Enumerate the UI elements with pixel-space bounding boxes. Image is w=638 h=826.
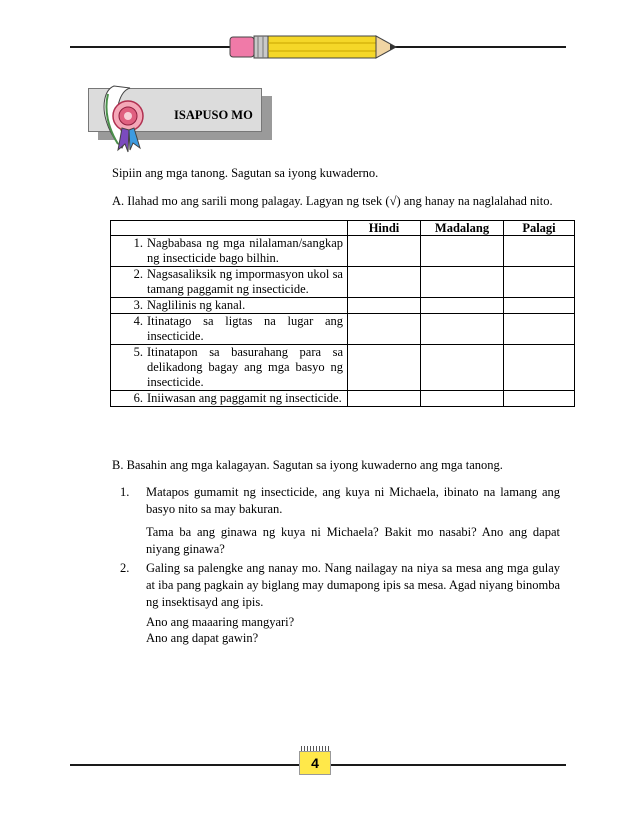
instructions: Sipiin ang mga tanong. Sagutan sa iyong kuwaderno. bbox=[112, 166, 379, 180]
table-row bbox=[111, 236, 575, 267]
table-row bbox=[111, 391, 575, 407]
item-text: Nagbabasa ng mga nilalaman/sangkap ng insecticide bago bilhin. bbox=[147, 236, 343, 265]
item-number: 5. bbox=[133, 345, 143, 359]
item-text: Iniiwasan ang paggamit ng insecticide. bbox=[147, 391, 342, 405]
section-a-heading: A. Ilahad mo ang sarili mong palagay. Lagyan ng tsek (√) ang hanay na naglalahad nito. bbox=[112, 194, 553, 208]
check-cell bbox=[504, 314, 575, 345]
situation-2 bbox=[120, 560, 560, 611]
section-title: ISAPUSO MO bbox=[174, 108, 253, 122]
self-assessment-table bbox=[110, 220, 575, 407]
column-header-madalang: Madalang bbox=[421, 221, 504, 236]
situation-number: 1. bbox=[120, 485, 130, 499]
check-cell bbox=[504, 345, 575, 391]
table-row bbox=[111, 298, 575, 314]
check-cell bbox=[504, 267, 575, 298]
item-number: 6. bbox=[133, 391, 143, 405]
table-row bbox=[111, 345, 575, 391]
section-b-heading: B. Basahin ang mga kalagayan. Sagutan sa iyong kuwaderno ang mga tanong. bbox=[112, 458, 503, 472]
item-number: 2. bbox=[133, 267, 143, 281]
situation-text: Matapos gumamit ng insecticide, ang kuya ni Michaela, ibinato na lamang ang basyo nito sa may bakuran. bbox=[146, 485, 560, 516]
check-cell bbox=[421, 267, 504, 298]
ribbon-badge-icon bbox=[96, 80, 156, 154]
page-number-badge bbox=[299, 746, 331, 776]
item-text: Naglilinis ng kanal. bbox=[147, 298, 246, 312]
item-cell bbox=[111, 298, 348, 314]
check-cell bbox=[348, 391, 421, 407]
column-header-hindi: Hindi bbox=[348, 221, 421, 236]
check-cell bbox=[421, 236, 504, 267]
item-cell bbox=[111, 391, 348, 407]
check-cell bbox=[421, 314, 504, 345]
check-cell bbox=[504, 298, 575, 314]
question-text: Ano ang dapat gawin? bbox=[146, 631, 259, 645]
item-cell bbox=[111, 345, 348, 391]
item-text: Itinatago sa ligtas na lugar ang insecticide. bbox=[147, 314, 343, 343]
check-cell bbox=[421, 391, 504, 407]
situation-number: 2. bbox=[120, 561, 130, 575]
situation-text: Galing sa palengke ang nanay mo. Nang nailagay na niya sa mesa ang mga gulay at iba pang pagkain ay biglang may dumapong ipis sa mesa. Agad niyang binomba ng insektisayd ang ipis. bbox=[146, 561, 560, 609]
item-text: Nagsasaliksik ng impormasyon ukol sa tamang paggamit ng insecticide. bbox=[147, 267, 343, 296]
check-cell bbox=[348, 345, 421, 391]
question-text: Tama ba ang ginawa ng kuya ni Michaela? Bakit mo nasabi? Ano ang dapat niyang ginawa? bbox=[146, 525, 560, 556]
table-row bbox=[111, 267, 575, 298]
check-cell bbox=[504, 391, 575, 407]
check-cell bbox=[421, 345, 504, 391]
check-cell bbox=[348, 298, 421, 314]
item-cell bbox=[111, 314, 348, 345]
item-cell bbox=[111, 236, 348, 267]
item-number: 1. bbox=[133, 236, 143, 250]
pencil-icon bbox=[228, 32, 412, 62]
check-cell bbox=[348, 236, 421, 267]
question-text: Ano ang maaaring mangyari? bbox=[146, 615, 295, 629]
check-cell bbox=[421, 298, 504, 314]
table-row bbox=[111, 314, 575, 345]
situation-1 bbox=[120, 484, 560, 518]
situation-1-question bbox=[120, 524, 560, 558]
check-cell bbox=[348, 267, 421, 298]
column-header-palagi: Palagi bbox=[504, 221, 575, 236]
item-number: 4. bbox=[133, 314, 143, 328]
item-cell bbox=[111, 267, 348, 298]
check-cell bbox=[504, 236, 575, 267]
check-cell bbox=[348, 314, 421, 345]
page-number: 4 bbox=[299, 751, 331, 775]
table-header-row bbox=[111, 221, 575, 236]
item-number: 3. bbox=[133, 298, 143, 312]
table-header-blank bbox=[111, 221, 348, 236]
item-text: Itinatapon sa basurahang para sa delikadong bagay ang mga basyo ng insecticide. bbox=[147, 345, 343, 389]
